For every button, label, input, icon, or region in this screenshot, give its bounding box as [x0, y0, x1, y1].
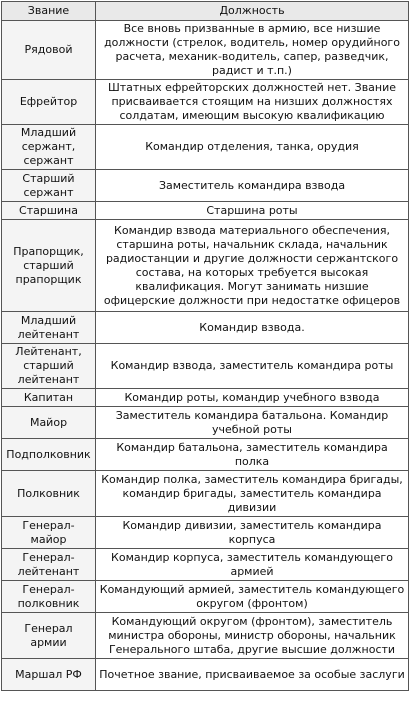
table-row: [2, 659, 409, 691]
duty-cell: Почетное звание, присваиваемое за особые заслуги: [96, 659, 409, 691]
rank-cell: Старшина: [2, 202, 96, 220]
table-row: [2, 471, 409, 517]
duty-cell: Заместитель командира батальона. Командир учебной роты: [96, 407, 409, 439]
rank-cell: Младший лейтенант: [2, 312, 96, 344]
table-row: [2, 80, 409, 125]
duty-cell: Заместитель командира взвода: [96, 170, 409, 202]
duty-cell: Командир батальона, заместитель командира полка: [96, 439, 409, 471]
rank-cell: Генерал-полковник: [2, 581, 96, 613]
duty-cell: Командующий округом (фронтом), заместитель министра обороны, министр обороны, начальник Генерального штаба, другие высшие должности: [96, 613, 409, 659]
rank-cell: Рядовой: [2, 21, 96, 80]
table-row: [2, 517, 409, 549]
table-row: [2, 581, 409, 613]
table-row: [2, 344, 409, 389]
rank-cell: Генерал-майор: [2, 517, 96, 549]
table-row: [2, 613, 409, 659]
rank-cell: Старший сержант: [2, 170, 96, 202]
duty-cell: Командир дивизии, заместитель командира корпуса: [96, 517, 409, 549]
duty-cell: Все вновь призванные в армию, все низшие должности (стрелок, водитель, номер орудийного расчета, механик-водитель, сапер, разведчик, радист и т.п.): [96, 21, 409, 80]
duty-cell: Командир полка, заместитель командира бригады, командир бригады, заместитель командира дивизии: [96, 471, 409, 517]
table-row: [2, 170, 409, 202]
duty-cell: Командир корпуса, заместитель командующего армией: [96, 549, 409, 581]
rank-cell: Генерал армии: [2, 613, 96, 659]
duty-cell: Штатных ефрейторских должностей нет. Звание присваивается стоящим на низших должностях солдатам, имеющим высокую квалификацию: [96, 80, 409, 125]
table-row: [2, 125, 409, 170]
table-row: [2, 21, 409, 80]
rank-cell: Майор: [2, 407, 96, 439]
table-row: [2, 389, 409, 407]
duty-cell: Командир взвода.: [96, 312, 409, 344]
rank-cell: Прапорщик, старший прапорщик: [2, 220, 96, 312]
duty-cell: Старшина роты: [96, 202, 409, 220]
table-row: [2, 549, 409, 581]
rank-cell: Генерал-лейтенант: [2, 549, 96, 581]
duty-cell: Командир роты, командир учебного взвода: [96, 389, 409, 407]
table-row: [2, 202, 409, 220]
table-row: [2, 220, 409, 312]
header-rank: Звание: [2, 2, 96, 21]
rank-cell: Капитан: [2, 389, 96, 407]
rank-cell: Подполковник: [2, 439, 96, 471]
table-row: [2, 407, 409, 439]
header-row: [2, 2, 409, 21]
rank-cell: Маршал РФ: [2, 659, 96, 691]
table-row: [2, 312, 409, 344]
rank-cell: Лейтенант, старший лейтенант: [2, 344, 96, 389]
duty-cell: Командующий армией, заместитель командующего округом (фронтом): [96, 581, 409, 613]
rank-cell: Полковник: [2, 471, 96, 517]
duty-cell: Командир взвода, заместитель командира роты: [96, 344, 409, 389]
header-duty: Должность: [96, 2, 409, 21]
table-row: [2, 439, 409, 471]
rank-cell: Младший сержант, сержант: [2, 125, 96, 170]
rank-cell: Ефрейтор: [2, 80, 96, 125]
duty-cell: Командир взвода материального обеспечения, старшина роты, начальник склада, начальник радиостанции и другие должности сержантского состава, на которых требуется высокая квалификация. Могут занимать низшие офицерские должности при недостатке офицеров: [96, 220, 409, 312]
ranks-table: [1, 1, 409, 691]
duty-cell: Командир отделения, танка, орудия: [96, 125, 409, 170]
